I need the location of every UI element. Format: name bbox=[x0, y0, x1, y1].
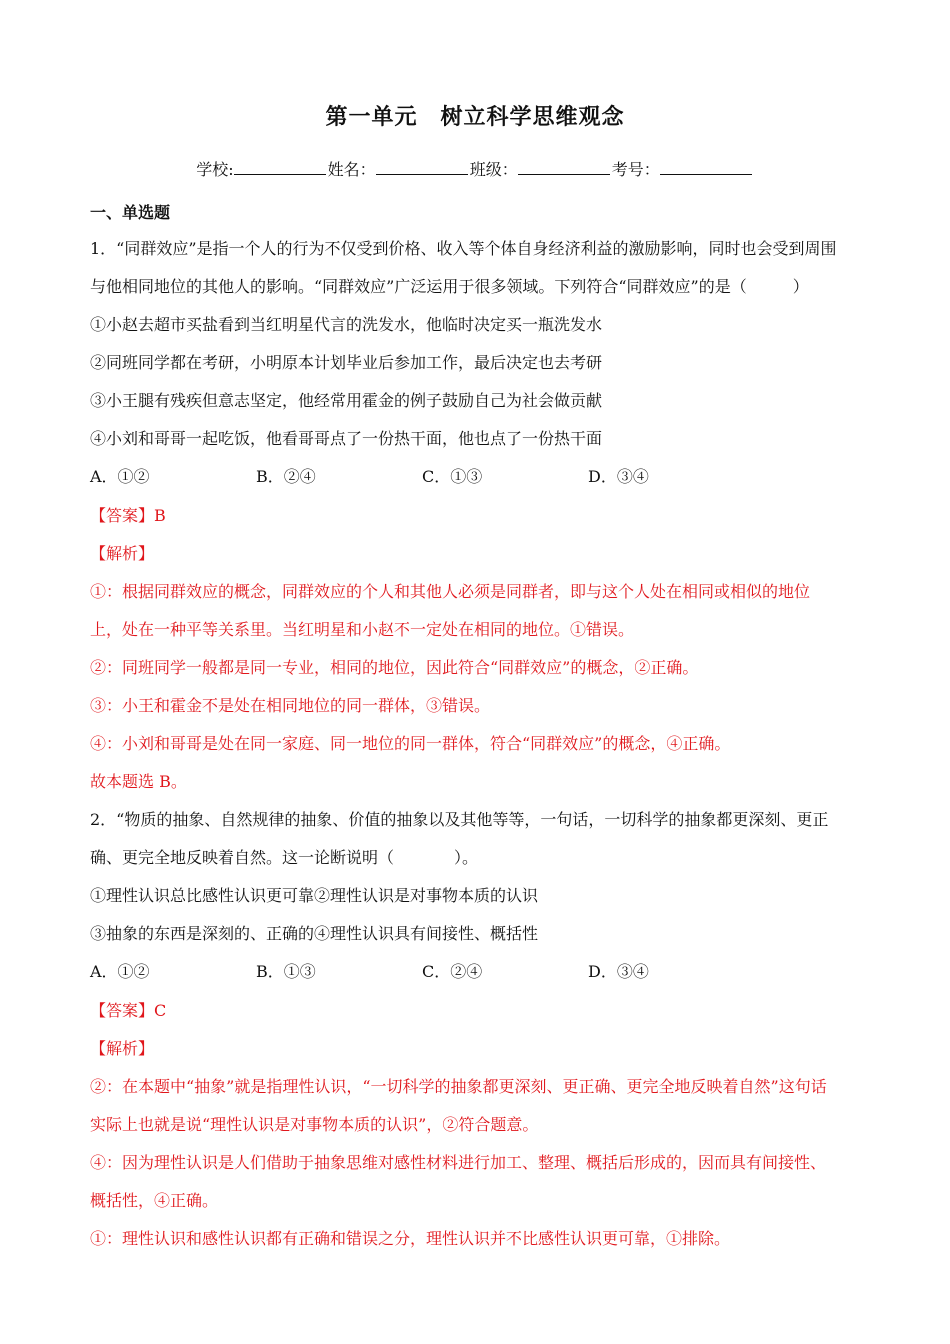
q2-item: ①理性认识总比感性认识更可靠②理性认识是对事物本质的认识 bbox=[90, 886, 539, 905]
name-blank bbox=[376, 160, 468, 175]
q1-analysis-line: ③：小王和霍金不是处在相同地位的同一群体，③错误。 bbox=[90, 696, 491, 715]
page-title: 第一单元 树立科学思维观念 bbox=[325, 105, 625, 130]
section-heading: 一、单选题 bbox=[90, 203, 171, 222]
class-blank bbox=[518, 160, 610, 175]
q1-item: ③小王腿有残疾但意志坚定，他经常用霍金的例子鼓励自己为社会做贡献 bbox=[90, 391, 603, 410]
q1-answer: 【答案】B bbox=[90, 506, 166, 525]
q1-option-d: D．③④ bbox=[588, 467, 649, 486]
q2-stem-line2 bbox=[90, 847, 478, 869]
q2-options bbox=[90, 961, 649, 983]
q2-stem-line2-text: 确、更完全地反映着自然。这一论断说明（ bbox=[90, 848, 395, 867]
q1-conclusion: 故本题选 B。 bbox=[90, 772, 187, 791]
q1-option-b: B．②④ bbox=[256, 467, 316, 486]
q2-stem-line1: 2．“物质的抽象、自然规律的抽象、价值的抽象以及其他等等，一句话，一切科学的抽象都更深刻、更正 bbox=[90, 810, 829, 829]
q1-item: ④小刘和哥哥一起吃饭，他看哥哥点了一份热干面，他也点了一份热干面 bbox=[90, 429, 603, 448]
q2-stem-paren-close: ）。 bbox=[454, 848, 479, 867]
q2-item: ③抽象的东西是深刻的、正确的④理性认识具有间接性、概括性 bbox=[90, 924, 539, 943]
q2-analysis-line: ②：在本题中“抽象”就是指理性认识，“一切科学的抽象都更深刻、更正确、更完全地反映着自然”这句话 bbox=[90, 1077, 827, 1096]
q1-analysis-line: ①：根据同群效应的概念，同群效应的个人和其他人必须是同群者，即与这个人处在相同或相似的地位 bbox=[90, 582, 811, 601]
q1-stem-line2 bbox=[90, 276, 809, 298]
q2-analysis-line: ④：因为理性认识是人们借助于抽象思维对感性材料进行加工、整理、概括后形成的，因而具有间接性、 bbox=[90, 1153, 827, 1172]
q1-stem-line2-text: 与他相同地位的其他人的影响。“同群效应”广泛运用于很多领域。下列符合“同群效应”的是（ bbox=[90, 277, 747, 296]
q2-analysis-label: 【解析】 bbox=[90, 1039, 155, 1058]
q1-analysis-label: 【解析】 bbox=[90, 544, 155, 563]
q1-analysis-line: ②：同班同学一般都是同一专业，相同的地位，因此符合“同群效应”的概念，②正确。 bbox=[90, 658, 699, 677]
student-info-line bbox=[0, 157, 950, 180]
q1-item: ②同班同学都在考研，小明原本计划毕业后参加工作，最后决定也去考研 bbox=[90, 353, 603, 372]
exam-no-blank bbox=[660, 160, 752, 175]
q2-option-b: B．①③ bbox=[256, 962, 316, 981]
class-label: 班级： bbox=[469, 160, 518, 179]
q1-stem-paren-close: ） bbox=[792, 277, 809, 296]
q2-analysis-line: 实际上也就是说“理性认识是对事物本质的认识”，②符合题意。 bbox=[90, 1115, 539, 1134]
q1-option-a: A．①② bbox=[90, 467, 150, 486]
q1-stem-line1: 1．“同群效应”是指一个人的行为不仅受到价格、收入等个体自身经济利益的激励影响，同时也会受到周围 bbox=[90, 239, 837, 258]
school-blank bbox=[234, 160, 326, 175]
school-label: 学校: bbox=[196, 160, 234, 179]
q2-analysis-line: 概括性，④正确。 bbox=[90, 1191, 219, 1210]
q1-options bbox=[90, 466, 649, 488]
q2-answer: 【答案】C bbox=[90, 1001, 167, 1020]
q1-option-c: C．①③ bbox=[422, 467, 483, 486]
name-label: 姓名： bbox=[327, 160, 376, 179]
q1-item: ①小赵去超市买盐看到当红明星代言的洗发水，他临时决定买一瓶洗发水 bbox=[90, 315, 603, 334]
q2-analysis-line: ①：理性认识和感性认识都有正确和错误之分，理性认识并不比感性认识更可靠，①排除。 bbox=[90, 1229, 731, 1248]
exam-no-label: 考号： bbox=[611, 160, 660, 179]
q1-analysis-line: ④：小刘和哥哥是处在同一家庭、同一地位的同一群体，符合“同群效应”的概念，④正确。 bbox=[90, 734, 731, 753]
q2-option-c: C．②④ bbox=[422, 962, 483, 981]
q1-analysis-line: 上，处在一种平等关系里。当红明星和小赵不一定处在相同的地位。①错误。 bbox=[90, 620, 635, 639]
q2-option-a: A．①② bbox=[90, 962, 150, 981]
q2-option-d: D．③④ bbox=[588, 962, 649, 981]
